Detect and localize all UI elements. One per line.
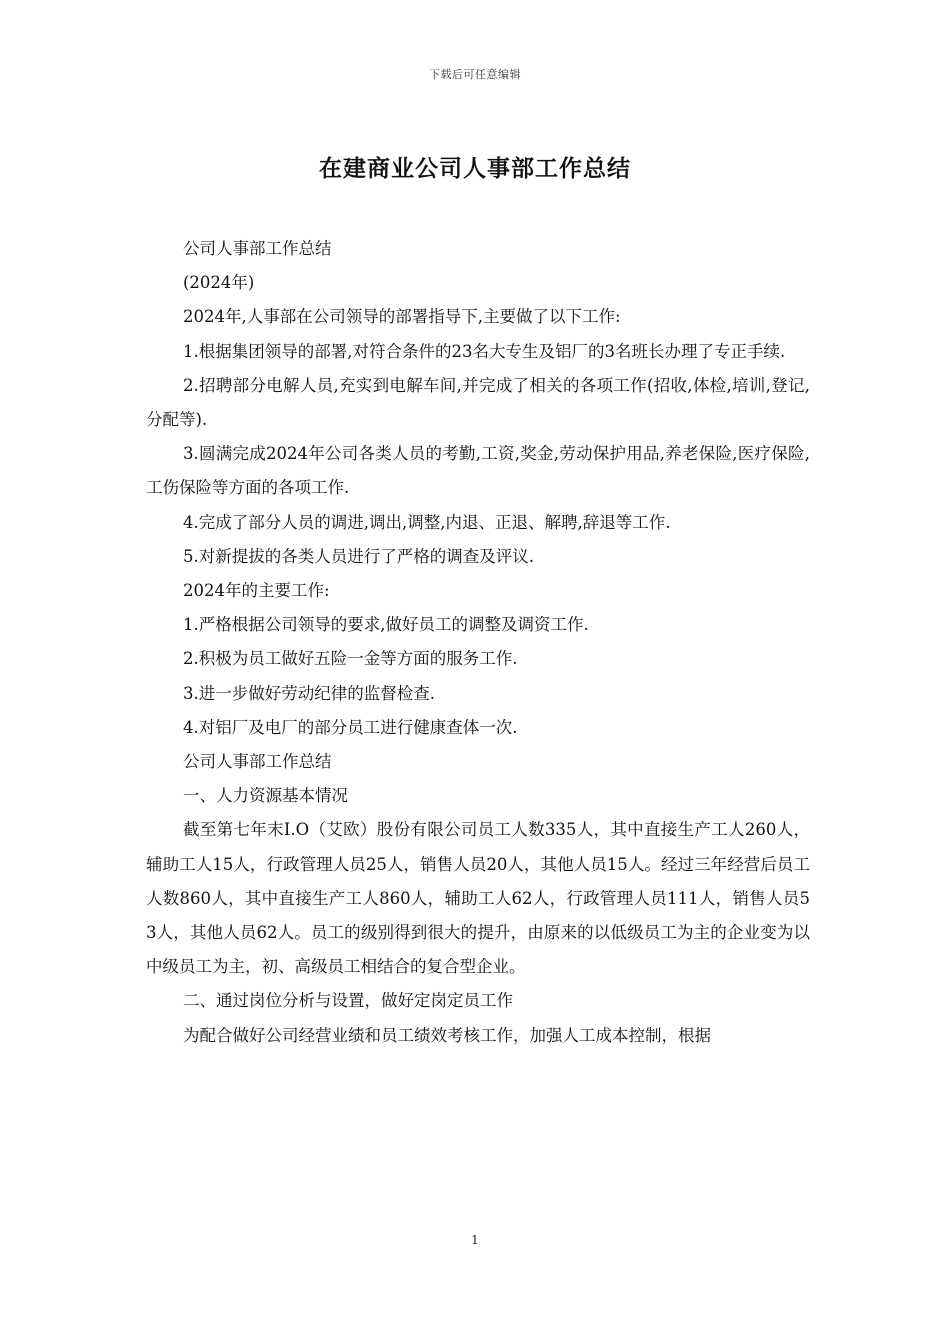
paragraph: 2.招聘部分电解人员,充实到电解车间,并完成了相关的各项工作(招收,体检,培训,登记,分配等). (146, 375, 810, 430)
paragraph: 5.对新提拔的各类人员进行了严格的调查及评议. (183, 546, 534, 566)
paragraph: 公司人事部工作总结 (183, 239, 332, 258)
paragraph: 2.积极为员工做好五险一金等方面的服务工作. (183, 649, 518, 669)
paragraph: 一、人力资源基本情况 (183, 786, 348, 806)
paragraph: 3.圆满完成2024年公司各类人员的考勤,工资,奖金,劳动保护用品,养老保险,医疗保险,工伤保险等方面的各项工作. (146, 444, 810, 498)
page-number: 1 (471, 1233, 479, 1247)
document-body (146, 232, 810, 1053)
paragraph: 二、通过岗位分析与设置，做好定岗定员工作 (183, 991, 513, 1011)
paragraph: 截至第七年末I.O（艾欧）股份有限公司员工人数335人，其中直接生产工人260人，辅助工人15人，行政管理人员25人，销售人员20人，其他人员15人。经过三年经营后员工人数860人，其中直接生产工人860人，辅助工人62人，行政管理人员111人，销售人员53人，其他人员62人。员工的级别得到很大的提升，由原来的以低级员工为主的企业变为以中级员工为主，初、高级员工相结合的复合型企业。 (146, 820, 810, 977)
paragraph: 2024年的主要工作: (183, 581, 330, 601)
page-title: 在建商业公司人事部工作总结 (319, 156, 631, 182)
paragraph: (2024年) (183, 273, 255, 293)
paragraph: 为配合做好公司经营业绩和员工绩效考核工作，加强人工成本控制，根据 (183, 1025, 711, 1045)
paragraph: 3.进一步做好劳动纪律的监督检查. (183, 683, 435, 703)
paragraph: 1.根据集团领导的部署,对符合条件的23名大专生及铝厂的3名班长办理了专正手续. (183, 341, 786, 361)
paragraph: 4.完成了部分人员的调进,调出,调整,内退、正退、解聘,辞退等工作. (183, 512, 671, 532)
paragraph: 4.对铝厂及电厂的部分员工进行健康查体一次. (183, 717, 518, 737)
header-note: 下载后可任意编辑 (429, 68, 521, 81)
paragraph: 2024年,人事部在公司领导的部署指导下,主要做了以下工作: (183, 307, 621, 327)
paragraph: 公司人事部工作总结 (183, 752, 332, 772)
paragraph: 1.严格根据公司领导的要求,做好员工的调整及调资工作. (183, 615, 589, 635)
